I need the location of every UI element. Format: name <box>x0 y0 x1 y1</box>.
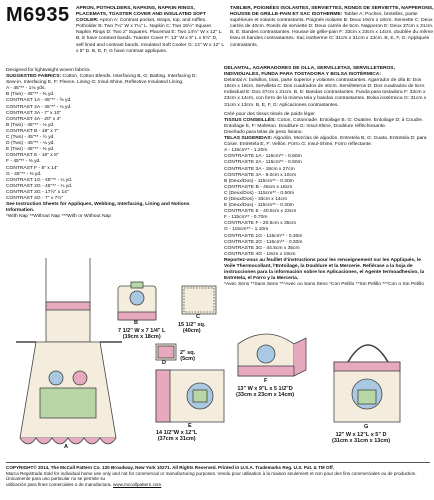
cooler-drawing <box>334 345 400 422</box>
copyright-footer <box>6 462 430 487</box>
potholder-drawing <box>118 282 156 320</box>
footer-usage-terms-end <box>6 482 430 488</box>
spanish-instruction-note: Reportez-vous au feuillet d'instructions pour les renseignement sur les Appliqués, le Voile Thermocollant, l'Entoilage, la Doublure et la Mercerie. Refiérase a la hoja de instrucciones para la información sobre los Aplicaciones, el Agente termoadhesivo, la Entretela, el Forro y la Mercería. <box>224 257 425 282</box>
english-yardage-row: B (Two) - 45"** - ⅜ yd. <box>6 92 55 98</box>
spanish-yardage-list <box>224 148 430 258</box>
label-b: B <box>134 320 138 326</box>
telas-label: TELAS SUGERIDAS: <box>224 136 273 142</box>
footer-usage-terms-tail: utilización para fines comerciales o de manufactura. <box>6 481 112 487</box>
measure-f <box>236 386 294 399</box>
spanish-yardage-row: F - 115cm** - 0.70m <box>224 215 268 221</box>
english-body: Apron A: Contrast pocket, straps, top, and ruffles. Potholder B: Two 7¼" W x 7¼" L. Napkin C: Two 15½" Square. Napkin Rings D: Two 2" Squares. Placemat E: Two 14½" W x 12" L. B, E have contrast bands. Toaster Cover F: 13" W x 9" L x 5½" D, self lined and contrast bands. Insulated Soft Cooler G: 12" W x 12" L x 5" D. B, E, F, G have contrast appliques. <box>76 18 224 54</box>
english-yardage-row: CONTRAST 4G - 7" x 7½" <box>6 195 64 201</box>
spanish-yardage-row: A - 115cm** - 1.20m <box>224 148 268 154</box>
spanish-title: DELANTAL, AGARRADORES DE OLLA, SERVILLETAS, SERVILLETEROS, INDIVIDUALES, FUNDA PARA TOSTADORA Y BOLSA ISOTÉRMICA: <box>224 66 395 78</box>
apron-applique-left <box>49 371 63 385</box>
spanish-yardage-row: CONTRASTE 3A - 18cm x 27cm <box>224 166 295 172</box>
measure-e <box>156 430 197 443</box>
english-yardage-row: CONTRAST 1A - 45"** - ⅝ yd. <box>6 98 72 104</box>
spanish-yardage-row: CONTRASTE E - 40.5cm x 23cm <box>224 209 297 215</box>
apron-bib-band <box>46 302 90 310</box>
label-g: G <box>364 424 369 430</box>
measure-b-imperial: 7 1/2" W x 7 1/4" L <box>118 328 166 334</box>
suggested-fabrics-text: Cotton, Cotton Blends. Interfacing B, G: Batting. Interfacing D: Sew-in. Interfacing E, F: Fleece. Lining G: Insul-Shine, Reflective Insulated Lining. <box>6 74 197 86</box>
measure-g <box>332 432 390 445</box>
spanish-yardage-row: CONTRASTE 2G - 115cm** - 0.30m <box>224 239 303 245</box>
spanish-yardage-row: CONTRASTE B - 46cm x 18cm <box>224 184 293 190</box>
spanish-yardage-row: C (Deux/Dos) - 115cm** - 0.50m <box>224 190 295 196</box>
english-yardage-list <box>6 86 206 202</box>
english-nap-legend: *With Nap **Without Nap ***With or Without Nap <box>6 214 111 220</box>
english-yardage-row: C (Two) - 45"** - ½ yd. <box>6 135 55 141</box>
spanish-yardage-row: CONTRASTE 2A - 115cm** - 0.50m <box>224 160 302 166</box>
footer-copyright: COPYRIGHT© 2014, The McCall Pattern Co. 120 Broadway, New York 10271. All Rights Reserved. Printed in U.S.A. Trademarks Reg. U.S. Pat. & TM Off. <box>6 465 334 470</box>
label-d: D <box>162 360 166 366</box>
english-yardage-row: CONTRAST 1G - 45"** - ¼ yd. <box>6 177 73 183</box>
spanish-nap-legend: *Avec Sens **Sans Sens ***Avec ou Sans Sens *Con Pelillo **Sin Pelillo ***Con o Sin Pelillo <box>224 282 424 288</box>
apron-neck-straps <box>46 258 90 308</box>
measure-b-metric: (19cm x 18cm) <box>122 334 161 341</box>
english-instruction-note: See Instruction Sheets for Appliques, Webbing, Interfacing, Lining and Notions Information. <box>6 202 190 214</box>
english-yardage-row: G - 45"** - ⅜ yd. <box>6 171 42 177</box>
suggested-fabrics-label: SUGGESTED FABRICS: <box>6 74 62 80</box>
spanish-yardage-row: CONTRASTE 4G - 18cm x 19cm <box>224 251 296 257</box>
measure-e-metric: (37cm x 31cm) <box>157 436 196 443</box>
spanish-yardage-row: CONTRASTE 4A - 8.0cm x 10cm <box>224 172 297 178</box>
pattern-code: M6935 <box>6 4 70 26</box>
tissus-text: Coton, Cotonnade. Entoilage B, G: Ouatine. Entoilage D: à Coudre. Entoilage E, F: Molleton. Doublure G: Insul-Shine, Doublure réfléchissante. <box>224 117 424 129</box>
header <box>6 4 434 64</box>
french-fabrics-intro: Créé pour des tissus tissés de poids léger. <box>224 111 316 117</box>
english-yardage-row: F - 45"** - ⅜ yd. <box>6 159 41 165</box>
spanish-fabrics-intro: Diseñado para telas de peso liviano. <box>224 129 303 135</box>
measure-c <box>178 322 205 335</box>
telas-text: Algodón, Mezclas de algodón. Entretela B, G: Guata. Entretela D: para Coser. Entretela E, F: Vellón. Forro G: Insul-Shine, Forro reflectante. <box>224 136 427 148</box>
english-yardage-row: CONTRAST E - 16" x 8" <box>6 153 59 159</box>
footer-rule <box>6 462 430 463</box>
measure-f-metric: (33cm x 23cm x 14cm) <box>236 392 295 399</box>
spanish-yardage-row: E (Deux/Dos) - 115cm** - 0.30m <box>224 203 294 209</box>
english-yardage-row: CONTRAST 4A - 20" x 4" <box>6 116 62 122</box>
measure-g-imperial: 12" W x 12"L x 5" D <box>335 432 387 438</box>
english-suggested-fabrics <box>6 74 206 86</box>
english-yardage-row: CONTRAST 3G - 17½" x 14" <box>6 189 69 195</box>
english-yardage-row: A - 45"** - 1⅛ yds. <box>6 86 46 92</box>
french-description <box>230 6 434 49</box>
spanish-body: Delantal A: bolsillos, tiras, parte superior y volantes contrastantes. Agarrador de olla B: Dos 19cm x 18cm. Servilleta C: Dos cuadrados de 40cm. Servilleteros D: Dos cuadrados de 5cm. Individual E: Dos 37cm x 31cm. B, E: Bandas contrastantes. Funda para tostadora F: 33cm x 23cm x 14cm, con forro de la misma tela y bandas contrastantes. Bolsa isotérmica G: 31cm x 31cm x 13cm. B, E, F, G: Aplicaciones contrastantes. <box>224 78 427 108</box>
spanish-french-column <box>224 66 430 288</box>
measure-b <box>118 328 165 341</box>
label-f: F <box>264 378 268 384</box>
tissus-label: TISSUS CONSEILLÉS: <box>224 117 276 123</box>
measure-c-imperial: 15 1/2" sq. <box>178 322 206 328</box>
english-fabrics-intro: Designed for lightweight woven fabrics. <box>6 68 91 73</box>
english-yardage-row: CONTRAST B - 18" x 7" <box>6 128 59 134</box>
measure-e-imperial: 14 1/2"W x 12"L <box>156 430 198 436</box>
napkin-ring-drawing <box>156 344 176 360</box>
apron-applique-right <box>73 371 87 385</box>
spanish-suggested-fabrics <box>224 136 430 148</box>
apron-ruffle <box>20 438 116 444</box>
french-suggested-fabrics <box>224 118 430 130</box>
english-yardage-row: D (Two) - 45"** - ⅛ yd. <box>6 141 55 147</box>
spanish-yardage-row: CONTRASTE 1G - 115cm** - 0.30m <box>224 233 303 239</box>
label-c: C <box>196 314 200 320</box>
english-yardage-row: E (Two) - 45"** - ⅜ yd. <box>6 147 55 153</box>
measure-d-imperial: 2" sq. <box>180 350 196 356</box>
english-yardage-row: CONTRAST 2G - 45"** - ¼ yd. <box>6 183 73 189</box>
english-yardage-row: B (Two) - 45"** - ⅛ yd. <box>6 122 55 128</box>
toaster-cover-drawing <box>238 334 306 376</box>
label-a: A <box>64 444 68 450</box>
english-yardage-column <box>6 68 206 220</box>
apron-pocket <box>40 388 96 418</box>
spanish-yardage-row: G - 115cm** - 1.10m <box>224 227 269 233</box>
french-body: Tablier A: Poches, bretelles, partie supérieure et volants contrastants. Poignée isolante B: Deux 19cm x 18cm. Serviette C: Deux carrés de 40cm. Ronds de serviette D: Deux carrés de 5cm. Napperon E: Deux 37cm x 31cm. B, E: Bandes contrastantes. Housse de grille-pain F: 33cm x 23cm x 14cm, doublée du même tissu et bandes contrastantes. Sac isotherme G: 31cm x 31cm x 13cm. B, E, F, G: Appliqués contrastants. <box>230 12 434 48</box>
measure-g-metric: (31cm x 31cm x 13cm) <box>332 438 391 445</box>
english-title: APRON, POTHOLDERS, NAPKINS, NAPKIN RINGS, PLACEMATS, TOASTER COVER AND INSULATED SOFT COOLER: <box>76 6 206 24</box>
spanish-yardage-row: CONTRASTE 1A - 115cm** - 0.60m <box>224 154 302 160</box>
english-yardage-row: CONTRAST 2A - 45"** - ⅛ yd. <box>6 104 72 110</box>
english-yardage-row: CONTRAST F - 8" x 14" <box>6 165 59 171</box>
spanish-yardage-row: B (Deux/Dos) - 115cm** - 0.30m <box>224 178 294 184</box>
english-description <box>76 6 224 55</box>
measure-c-metric: (40cm) <box>182 328 201 335</box>
footer-usage-terms: Marca Registrada Sold for individual home use only and not for commercial or manufacturing purposes. Vendu pour utilisation à la maison seulement et non pour des fins commerciales ou de production. Únicamente para uso particular no se permite su <box>6 470 417 482</box>
napkin-drawing <box>182 286 216 314</box>
measure-d <box>180 350 195 363</box>
apron-drawing <box>16 258 122 444</box>
spanish-yardage-row: CONTRASTE F - 20.5cm x 35cm <box>224 221 297 227</box>
spanish-yardage-row: CONTRASTE 3G - 44.5cm x 35cm <box>224 245 300 251</box>
spanish-yardage-row: D (Deux/Dos) - 33cm x 14cm <box>224 196 288 202</box>
french-title: TABLIER, POIGNÉES ISOLANTES, SERVIETTES, RONDS DE SERVIETTE, NAPPERONS, HOUSSE DE GRILLE-PAIN ET SAC ISOTHERME: <box>230 6 434 18</box>
technical-drawings <box>6 258 428 458</box>
label-e: E <box>188 423 192 429</box>
measure-d-metric: (5cm) <box>180 356 195 363</box>
english-yardage-row: CONTRAST 3A - 7" x 10" <box>6 110 62 116</box>
placemat-drawing <box>156 370 224 422</box>
website-link[interactable]: www.mccallpattern.com <box>113 481 162 487</box>
measure-f-imperial: 13" W x 9"L x 5 1/2"D <box>237 386 293 392</box>
